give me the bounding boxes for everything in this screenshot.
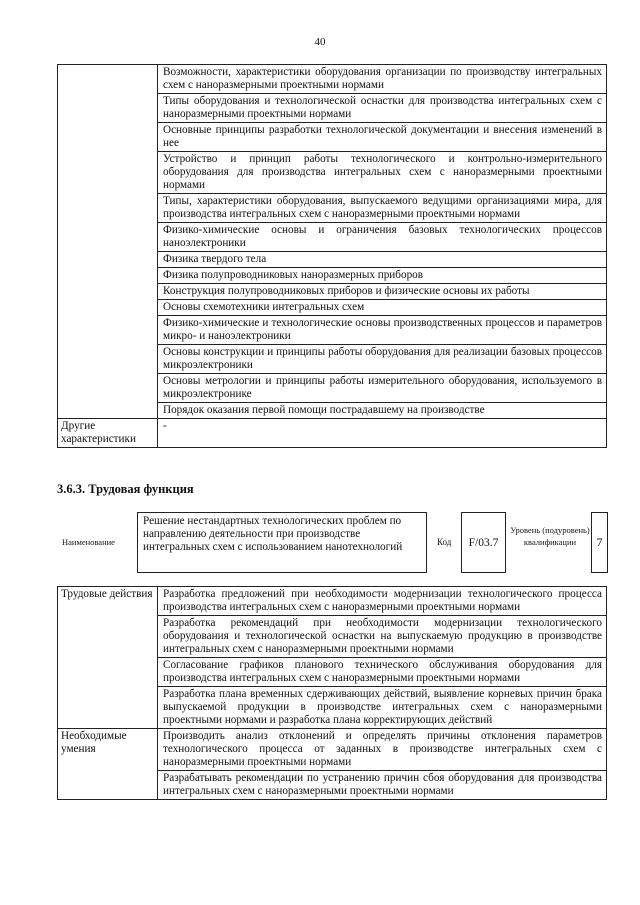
table-row [58,587,607,616]
labor-action-item: Согласование графиков планового технического обслуживания оборудования для производства интегральных схем с наноразмерными проектными нормами [158,658,607,687]
labor-action-item: Разработка плана временных сдерживающих действий, выявление корневых причин брака выпускаемой продукции в производстве интегральных схем с наноразмерными проектными нормами и разработка плана корректирующих действий [158,687,607,729]
skill-item: Производить анализ отклонений и определять причины отклонения параметров технологического процесса от заданных в производстве интегральных схем с наноразмерными проектными нормами [158,729,607,771]
knowledge-item: Основы конструкции и принципы работы оборудования для реализации базовых процессов микроэлектроники [158,345,607,374]
knowledge-item: Типы, характеристики оборудования, выпускаемого ведущими организациями мира, для производства интегральных схем с наноразмерными проектными нормами [158,194,607,223]
knowledge-item: Основы схемотехники интегральных схем [158,300,607,316]
knowledge-item: Физико-химические основы и ограничения базовых технологических процессов наноэлектроники [158,223,607,252]
labor-action-item: Разработка предложений при необходимости модернизации технологического процесса производства интегральных схем с наноразмерными проектными нормами [158,587,607,616]
function-name-label: Наименование [62,537,115,547]
labor-actions-label: Трудовые действия [58,587,158,729]
table-row [58,729,607,771]
other-characteristics-value: - [158,419,607,448]
section-heading: 3.6.3. Трудовая функция [57,482,194,496]
knowledge-item: Порядок оказания первой помощи пострадавшему на производстве [158,403,607,419]
qualification-level-label: Уровень (подуровень) квалификации [510,525,590,547]
knowledge-item: Устройство и принцип работы технологического и контрольно-измерительного оборудования для производства интегральных схем с наноразмерными проектными нормами [158,152,607,194]
function-name-value: Решение нестандартных технологических проблем по направлению деятельности при производстве интегральных схем с использованием нанотехнологий [137,512,427,573]
required-skills-label: Необходимые умения [58,729,158,800]
knowledge-table [57,64,607,448]
knowledge-item: Физико-химические и технологические основы производственных процессов и параметров микро- и наноэлектроники [158,316,607,345]
knowledge-item: Основы метрологии и принципы работы измерительного оборудования, используемого в микроэлектронике [158,374,607,403]
code-label: Код [437,537,452,547]
table-row [58,65,607,94]
knowledge-item: Конструкция полупроводниковых приборов и физические основы их работы [158,284,607,300]
page-number: 40 [314,36,326,48]
knowledge-item: Физика полупроводниковых наноразмерных приборов [158,268,607,284]
other-characteristics-label: Другие характеристики [58,419,158,448]
knowledge-item: Физика твердого тела [158,252,607,268]
table-row [58,419,607,448]
labor-function-table [57,586,607,800]
table-label-cell [58,65,158,419]
qualification-level-value: 7 [591,512,608,573]
skill-item: Разрабатывать рекомендации по устранению причин сбоя оборудования для производства интегральных схем с наноразмерными проектными нормами [158,771,607,800]
knowledge-item: Типы оборудования и технологической оснастки для производства интегральных схем с наноразмерными проектными нормами [158,94,607,123]
knowledge-item: Основные принципы разработки технологической документации и внесения изменений в нее [158,123,607,152]
knowledge-item: Возможности, характеристики оборудования организации по производству интегральных схем с наноразмерными проектными нормами [158,65,607,94]
code-value: F/03.7 [461,512,506,573]
labor-action-item: Разработка рекомендаций при необходимости модернизации технологического оборудования и технологической оснастки на выпускаемую продукцию в производстве интегральных схем с наноразмерными проектными нормами [158,616,607,658]
